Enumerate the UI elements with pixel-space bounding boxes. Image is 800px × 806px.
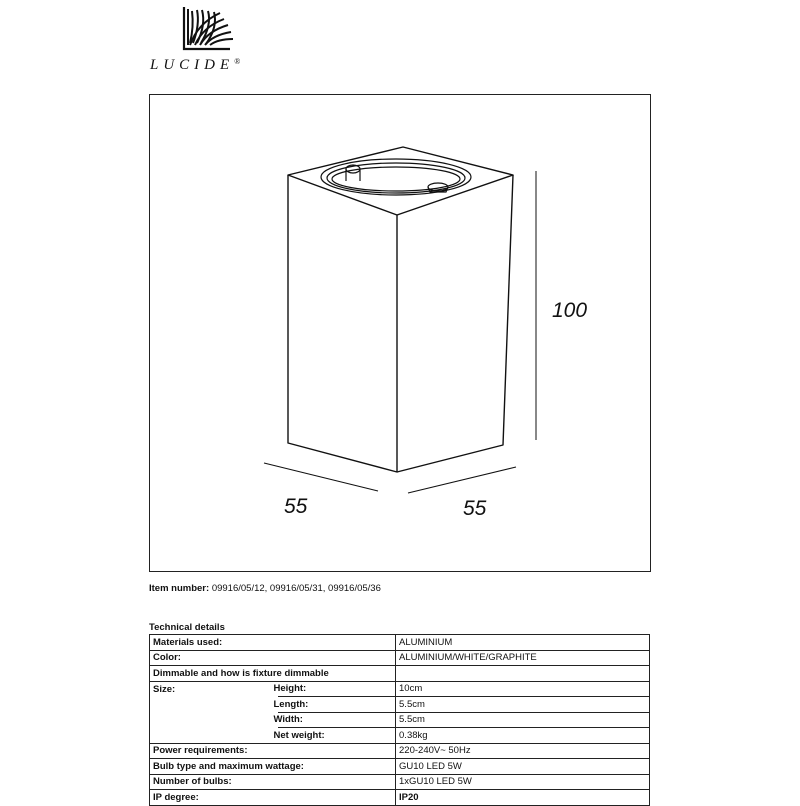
table-row [150, 666, 650, 682]
table-row [150, 635, 650, 651]
technical-details-table [149, 634, 650, 806]
spec-sublabel: Net weight: [278, 728, 396, 744]
fixture-left-face [288, 175, 397, 472]
spec-value: GU10 LED 5W [396, 759, 650, 775]
spec-value: 0.38kg [396, 728, 650, 744]
item-number-line [149, 583, 381, 594]
spec-label [150, 712, 278, 728]
length-dimension-label: 55 [284, 495, 308, 518]
item-number-label: Item number: [149, 583, 210, 594]
brand-name: LUCIDE® [150, 57, 241, 73]
table-row [150, 681, 650, 697]
spec-value: IP20 [396, 790, 650, 806]
spec-sublabel: Width: [278, 712, 396, 728]
technical-drawing-frame [149, 94, 651, 572]
spec-value: 5.5cm [396, 712, 650, 728]
fixture-top-face [288, 147, 513, 215]
table-row [150, 650, 650, 666]
spec-label: Number of bulbs: [150, 774, 396, 790]
table-row [150, 728, 650, 744]
item-number-value: 09916/05/12, 09916/05/31, 09916/05/36 [211, 583, 381, 594]
spec-label: Power requirements: [150, 743, 396, 759]
spec-label: Dimmable and how is fixture dimmable [150, 666, 396, 682]
technical-details-title: Technical details [149, 622, 225, 633]
width-dimension-line [408, 467, 516, 493]
table-row [150, 743, 650, 759]
spec-value: 10cm [396, 681, 650, 697]
lucide-logo-icon [178, 5, 240, 57]
table-row [150, 790, 650, 806]
spec-label: Size: [150, 681, 278, 697]
spec-label: Bulb type and maximum wattage: [150, 759, 396, 775]
spec-label: IP degree: [150, 790, 396, 806]
table-row [150, 712, 650, 728]
spec-label [150, 728, 278, 744]
brand-logo [150, 5, 270, 80]
spec-value: ALUMINIUM [396, 635, 650, 651]
spec-value: ALUMINIUM/WHITE/GRAPHITE [396, 650, 650, 666]
spec-value: 220-240V~ 50Hz [396, 743, 650, 759]
product-line-drawing [150, 95, 650, 571]
spec-value: 1xGU10 LED 5W [396, 774, 650, 790]
spec-label [150, 697, 278, 713]
registered-mark: ® [234, 57, 241, 66]
length-dimension-line [264, 463, 378, 491]
spec-sublabel: Height: [278, 681, 396, 697]
fixture-right-face [397, 175, 513, 472]
table-row [150, 759, 650, 775]
width-dimension-label: 55 [463, 497, 487, 520]
spec-value: 5.5cm [396, 697, 650, 713]
spec-sublabel: Length: [278, 697, 396, 713]
table-row [150, 697, 650, 713]
spec-label: Color: [150, 650, 396, 666]
height-dimension-label: 100 [552, 299, 588, 322]
table-row [150, 774, 650, 790]
fixture-opening-outer [321, 159, 471, 195]
spec-value [396, 666, 650, 682]
spec-label: Materials used: [150, 635, 396, 651]
